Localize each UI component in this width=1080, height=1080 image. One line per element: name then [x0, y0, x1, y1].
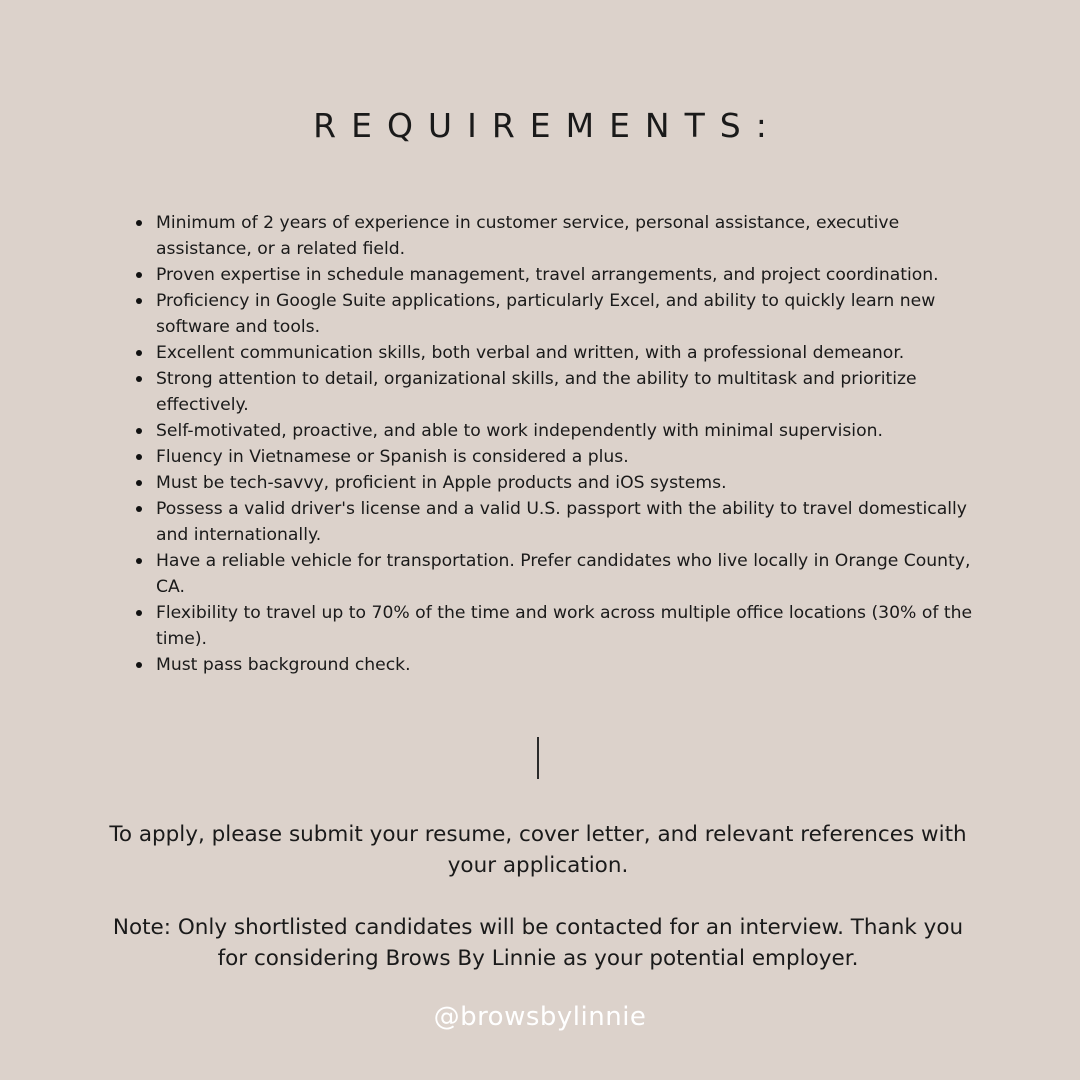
social-handle: @browsbylinnie	[433, 1002, 647, 1032]
list-item-text: Self-motivated, proactive, and able to work independently with minimal supervision.	[156, 421, 883, 441]
list-item	[156, 548, 996, 600]
bullet-icon	[136, 662, 142, 668]
bullet-icon	[136, 350, 142, 356]
list-item	[156, 340, 996, 366]
list-item-text: Have a reliable vehicle for transportation. Prefer candidates who live locally in Orange County, CA.	[156, 551, 971, 597]
bullet-icon	[136, 480, 142, 486]
list-item-text: Proficiency in Google Suite applications, particularly Excel, and ability to quickly learn new software and tools.	[156, 291, 936, 337]
note-text: Note: Only shortlisted candidates will be contacted for an interview. Thank you for considering Brows By Linnie as your potential employer.	[112, 915, 964, 971]
list-item	[156, 366, 996, 418]
bullet-icon	[136, 506, 142, 512]
list-item	[156, 470, 996, 496]
list-item-text: Minimum of 2 years of experience in customer service, personal assistance, executive assistance, or a related field.	[156, 213, 900, 259]
list-item-text: Possess a valid driver's license and a valid U.S. passport with the ability to travel domestically and internationally.	[156, 499, 967, 545]
bullet-icon	[136, 610, 142, 616]
list-item-text: Flexibility to travel up to 70% of the time and work across multiple office locations (30% of the time).	[156, 603, 973, 649]
requirements-list	[156, 210, 996, 678]
bullet-icon	[136, 428, 142, 434]
list-item-text: Must pass background check.	[156, 655, 411, 675]
list-item	[156, 288, 996, 340]
bullet-icon	[136, 220, 142, 226]
list-item	[156, 444, 996, 470]
list-item	[156, 210, 996, 262]
bullet-icon	[136, 558, 142, 564]
apply-instructions: To apply, please submit your resume, cover letter, and relevant references with your application.	[109, 822, 967, 878]
list-item	[156, 652, 996, 678]
bullet-icon	[136, 298, 142, 304]
list-item-text: Must be tech-savvy, proficient in Apple products and iOS systems.	[156, 473, 727, 493]
bullet-icon	[136, 376, 142, 382]
list-item	[156, 262, 996, 288]
list-item-text: Excellent communication skills, both verbal and written, with a professional demeanor.	[156, 343, 905, 363]
bullet-icon	[136, 272, 142, 278]
list-item-text: Proven expertise in schedule management, travel arrangements, and project coordination.	[156, 265, 939, 285]
list-item-text: Fluency in Vietnamese or Spanish is considered a plus.	[156, 447, 629, 467]
list-item	[156, 418, 996, 444]
list-item	[156, 600, 996, 652]
divider	[537, 737, 539, 779]
page-title: REQUIREMENTS:	[313, 106, 782, 145]
list-item-text: Strong attention to detail, organizational skills, and the ability to multitask and prioritize effectively.	[156, 369, 917, 415]
bullet-icon	[136, 454, 142, 460]
list-item	[156, 496, 996, 548]
